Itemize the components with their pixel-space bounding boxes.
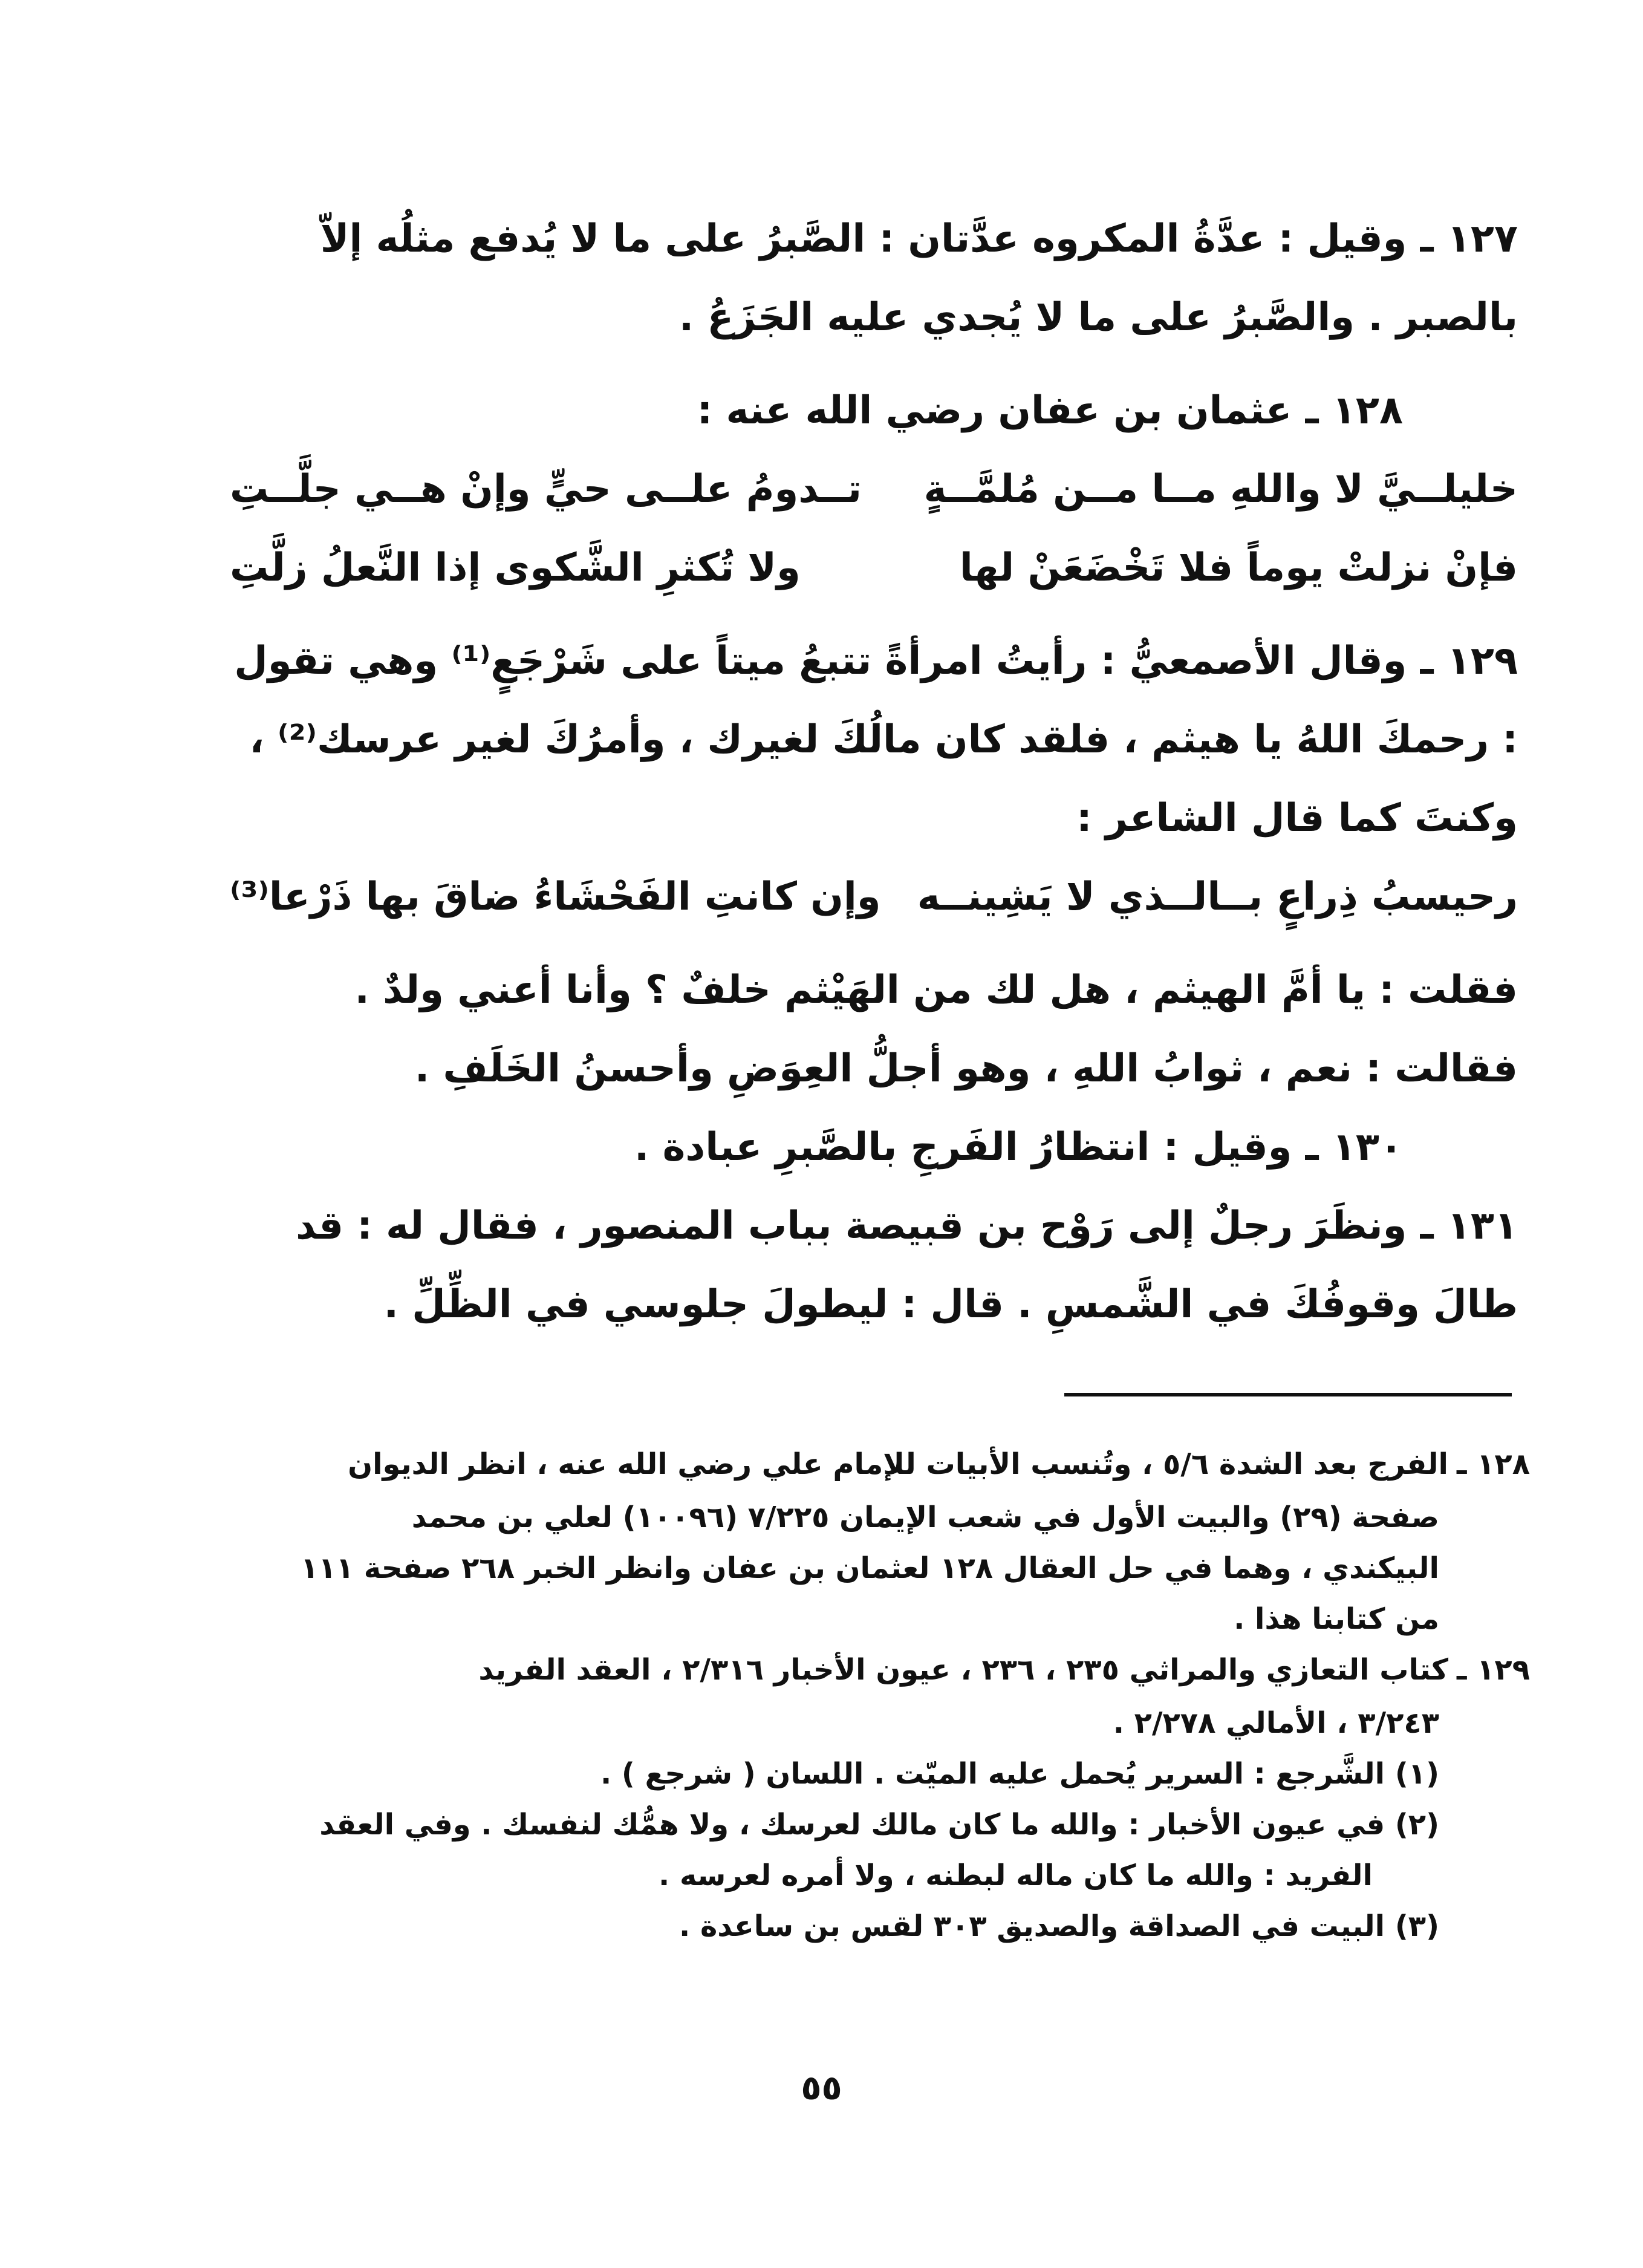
page-number: ٥٥: [801, 2068, 842, 2108]
footnote-separator: [1064, 1393, 1512, 1396]
note-129-line-2: ٣/٢٤٣ ، الأمالي ٢/٢٧٨ .: [1113, 1706, 1439, 1740]
verse-2-first-hemistich: فإنْ نزلتْ يوماً فلا تَخْضَعَنْ لها: [959, 546, 1518, 590]
note-128-line-3: البيكندي ، وهما في حل العقال ١٢٨ لعثمان بن عفان وانظر الخبر ٢٦٨ صفحة ١١١: [301, 1551, 1439, 1585]
verse-2-second-hemistich: ولا تُكثرِ الشَّكوى إذا النَّعلُ زلَّتِ: [230, 546, 801, 590]
verse-3-first-hemistich: رحيسبُ ذِراعٍ بــالــذي لا يَشِينــه: [917, 875, 1518, 919]
footnote-3: (٣) البيت في الصداقة والصديق ٣٠٣ لقس بن ساعدة .: [679, 1909, 1439, 1943]
main-text: [230, 200, 1518, 1344]
anecdote-130: ١٣٠ ـ وقيل : انتظارُ الفَرجِ بالصَّبرِ عبادة .: [634, 1125, 1403, 1170]
anecdote-127: ١٢٧ ـ وقيل : عدَّةُ المكروه عدَّتان : الصَّبرُ على ما لا يُدفع مثلُه إلاّ بالصبر . والصَّبرُ على ما لا يُجدي عليه الجَزَعُ .: [320, 217, 1518, 340]
verse-line-3: [230, 858, 1518, 936]
anecdote-129: ١٢٩ ـ وقال الأصمعيُّ : رأيتُ امرأةً تتبعُ ميتاً على شَرْجَعٍ⁽¹⁾ وهي تقول : رحمكَ اللهُ يا هيثم ، فلقد كان مالُكَ لغيرك ، وأمرُكَ لغير عرسك⁽²⁾ ، وكنتَ كما قال الشاعر :: [234, 639, 1518, 841]
verse-3-second-hemistich: وإن كانتِ الفَحْشَاءُ ضاقَ بها ذَرْعا⁽³⁾: [230, 875, 881, 919]
footnote-2-line-1: (٢) في عيون الأخبار : والله ما كان مالك لعرسك ، ولا همُّك لنفسك . وفي العقد: [319, 1808, 1439, 1842]
footnotes: [230, 1439, 1530, 1952]
verse-line-1: [230, 450, 1518, 529]
note-129-number: ١٢٩ ـ: [1456, 1653, 1530, 1687]
anecdote-131: ١٣١ ـ ونظَرَ رجلٌ إلى رَوْح بن قبيصة بباب المنصور ، فقال له : قد طالَ وقوفُكَ في الشَّمسِ . قال : ليطولَ جلوسي في الظِّلِّ .: [296, 1204, 1518, 1327]
note-129: [230, 1645, 1530, 1695]
note-128-number: ١٢٨ ـ: [1456, 1447, 1530, 1481]
note-129-line-1: كتاب التعازي والمراثي ٢٣٥ ، ٢٣٦ ، عيون الأخبار ٢/٣١٦ ، العقد الفريد: [478, 1653, 1448, 1687]
verse-1-second-hemistich: تــدومُ علــى حيٍّ وإنْ هــي جلَّــتِ: [230, 467, 862, 512]
anecdote-129-question: فقلت : يا أمَّ الهيثم ، هل لك من الهَيْثم خلفٌ ؟ وأنا أعني ولدٌ .: [354, 968, 1518, 1012]
verse-line-2: [230, 529, 1518, 607]
note-128-line-4: من كتابنا هذا .: [1234, 1602, 1439, 1636]
footnote-2-line-2: الفريد : والله ما كان ماله لبطنه ، ولا أمره لعرسه .: [659, 1859, 1373, 1892]
verse-1-first-hemistich: خليلــيَّ لا واللهِ مــا مــن مُلمَّــةٍ: [923, 467, 1518, 512]
anecdote-129-answer: فقالت : نعم ، ثوابُ اللهِ ، وهو أجلُّ العِوَضِ وأحسنُ الخَلَفِ .: [414, 1046, 1518, 1091]
footnote-1: (١) الشَّرجع : السرير يُحمل عليه الميّت . اللسان ( شرجع ) .: [600, 1757, 1439, 1791]
note-128: [230, 1439, 1530, 1489]
note-128-line-2: صفحة (٢٩) والبيت الأول في شعب الإيمان ٧/٢٢٥ (١٠٠٩٦) لعلي بن محمد: [411, 1501, 1439, 1534]
note-128-line-1: الفرج بعد الشدة ٥/٦ ، وتُنسب الأبيات للإمام علي رضي الله عنه ، انظر الديوان: [348, 1447, 1448, 1481]
anecdote-128-heading: ١٢٨ ـ عثمان بن عفان رضي الله عنه :: [697, 388, 1403, 433]
